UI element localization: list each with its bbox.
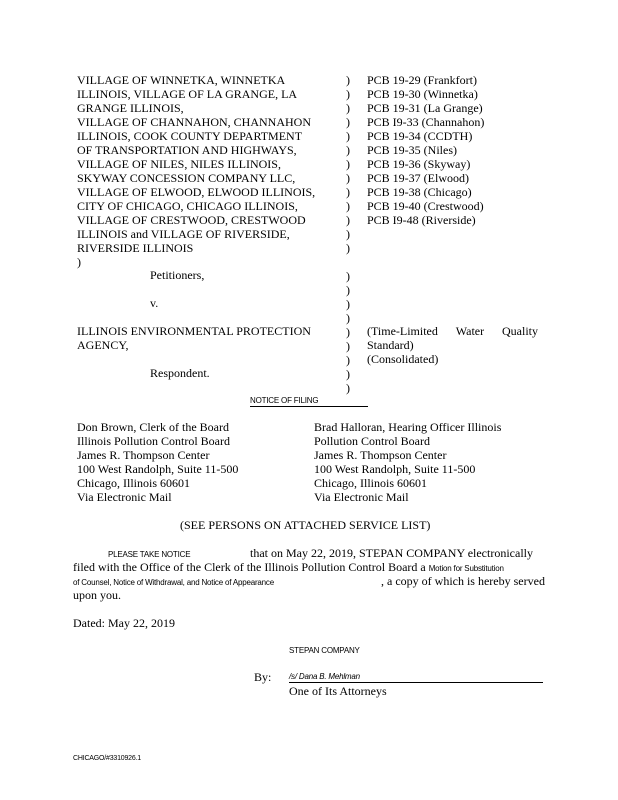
paren: ): [346, 129, 350, 143]
service-list-note: (SEE PERSONS ON ATTACHED SERVICE LIST): [180, 518, 431, 532]
respondent-name: [77, 324, 311, 352]
tlwqs-line: (Consolidated): [367, 352, 439, 366]
case-numbers: [367, 73, 484, 227]
addressee-line: Pollution Control Board: [314, 434, 431, 448]
caption-line: VILLAGE OF WINNETKA, WINNETKA: [77, 73, 286, 87]
case-number: PCB 19-38 (Chicago): [367, 185, 472, 199]
paren: ): [346, 185, 350, 199]
by-label: By:: [254, 670, 272, 684]
paren: ): [346, 227, 350, 241]
caption-line: RIVERSIDE ILLINOIS: [77, 241, 194, 255]
case-number: PCB 19-40 (Crestwood): [367, 199, 484, 213]
tlwqs-word: (Time-Limited: [367, 324, 438, 338]
versus: v.: [150, 296, 159, 310]
addressee-line: Brad Halloran, Hearing Officer Illinois: [314, 420, 502, 434]
respondent-line: AGENCY,: [77, 338, 129, 352]
body-text: filed with the Office of the Clerk of the Illinois Pollution Control Board a: [73, 560, 426, 574]
caption-line: VILLAGE OF NILES, NILES ILLINOIS,: [77, 157, 281, 171]
caption-line: VILLAGE OF ELWOOD, ELWOOD ILLINOIS,: [77, 185, 316, 199]
paren: ): [346, 87, 350, 101]
petitioners-caption: [77, 73, 315, 269]
case-number: PCB 19-34 (CCDTH): [367, 129, 473, 143]
case-number: PCB 19-31 (La Grange): [367, 101, 483, 115]
case-number: PCB 19-30 (Winnetka): [367, 87, 478, 101]
motion-title: Motion for Substitution: [428, 564, 504, 573]
addressee-line: Via Electronic Mail: [314, 490, 409, 504]
paren: ): [346, 213, 350, 227]
addressee-line: James R. Thompson Center: [77, 448, 210, 462]
caption-line: ILLINOIS, COOK COUNTY DEPARTMENT: [77, 129, 303, 143]
caption-line: SKYWAY CONCESSION COMPANY LLC,: [77, 171, 296, 185]
caption-line: ILLINOIS and VILLAGE OF RIVERSIDE,: [77, 227, 290, 241]
paren: ): [346, 283, 350, 297]
addressee-right: [314, 420, 501, 504]
paren: ): [346, 199, 350, 213]
paren: ): [346, 143, 350, 157]
caption-line: ILLINOIS, VILLAGE OF LA GRANGE, LA: [77, 87, 298, 101]
signature-company: STEPAN COMPANY: [289, 646, 360, 655]
tlwqs-line1: [367, 324, 538, 338]
paren: ): [346, 325, 350, 339]
tlwqs-rest: [367, 338, 438, 366]
case-number: PCB 19-36 (Skyway): [367, 157, 471, 171]
tlwqs-word: Quality: [502, 324, 538, 338]
notice-title: NOTICE OF FILING: [250, 396, 368, 407]
please-take-notice: PLEASE TAKE NOTICE: [108, 550, 191, 559]
case-number: PCB 19-37 (Elwood): [367, 171, 469, 185]
addressee-line: Chicago, Illinois 60601: [314, 476, 427, 490]
addressee-line: Illinois Pollution Control Board: [77, 434, 231, 448]
paren: ): [346, 297, 350, 311]
caption-line: ): [77, 255, 81, 269]
paren: ): [346, 101, 350, 115]
body-line3: , a copy of which is hereby served: [381, 574, 545, 588]
addressee-line: 100 West Randolph, Suite 11-500: [314, 462, 476, 476]
caption-line: VILLAGE OF CHANNAHON, CHANNAHON: [77, 115, 311, 129]
dated: Dated: May 22, 2019: [73, 616, 175, 630]
case-number: PCB 19-35 (Niles): [367, 143, 457, 157]
motion-title-cont: of Counsel, Notice of Withdrawal, and Notice of Appearance: [73, 578, 274, 587]
paren: ): [346, 241, 350, 255]
footer-doc-id: CHICAGO/#3310926.1: [73, 755, 141, 762]
signature-line: /s/ Dana B. Mehlman: [289, 672, 543, 683]
body-line4: upon you.: [73, 588, 121, 602]
case-number: PCB I9-33 (Channahon): [367, 115, 485, 129]
respondent-label: Respondent.: [150, 366, 210, 380]
paren: ): [346, 353, 350, 367]
body-line1: that on May 22, 2019, STEPAN COMPANY electronically: [250, 546, 533, 560]
caption-paren-column: [346, 73, 350, 395]
signature-role: One of Its Attorneys: [289, 684, 387, 698]
paren: ): [346, 171, 350, 185]
tlwqs-word: Water: [455, 324, 485, 338]
paren: ): [346, 157, 350, 171]
paren: ): [346, 311, 350, 325]
petitioners-label: Petitioners,: [150, 268, 205, 282]
addressee-line: James R. Thompson Center: [314, 448, 447, 462]
paren: ): [346, 115, 350, 129]
addressee-line: Don Brown, Clerk of the Board: [77, 420, 229, 434]
caption-line: GRANGE ILLINOIS,: [77, 101, 184, 115]
paren: ): [346, 339, 350, 353]
case-number: PCB I9-48 (Riverside): [367, 213, 476, 227]
paren: ): [346, 73, 350, 87]
addressee-left: [77, 420, 238, 504]
paren: ): [346, 367, 350, 381]
addressee-line: Via Electronic Mail: [77, 490, 172, 504]
caption-line: OF TRANSPORTATION AND HIGHWAYS,: [77, 143, 297, 157]
caption-line: CITY OF CHICAGO, CHICAGO ILLINOIS,: [77, 199, 298, 213]
paren: ): [346, 269, 350, 283]
case-number: PCB 19-29 (Frankfort): [367, 73, 477, 87]
respondent-line: ILLINOIS ENVIRONMENTAL PROTECTION: [77, 324, 311, 338]
paren: ): [346, 381, 350, 395]
addressee-line: Chicago, Illinois 60601: [77, 476, 190, 490]
caption-line: VILLAGE OF CRESTWOOD, CRESTWOOD: [77, 213, 306, 227]
tlwqs-line: Standard): [367, 338, 414, 352]
addressee-line: 100 West Randolph, Suite 11-500: [77, 462, 239, 476]
